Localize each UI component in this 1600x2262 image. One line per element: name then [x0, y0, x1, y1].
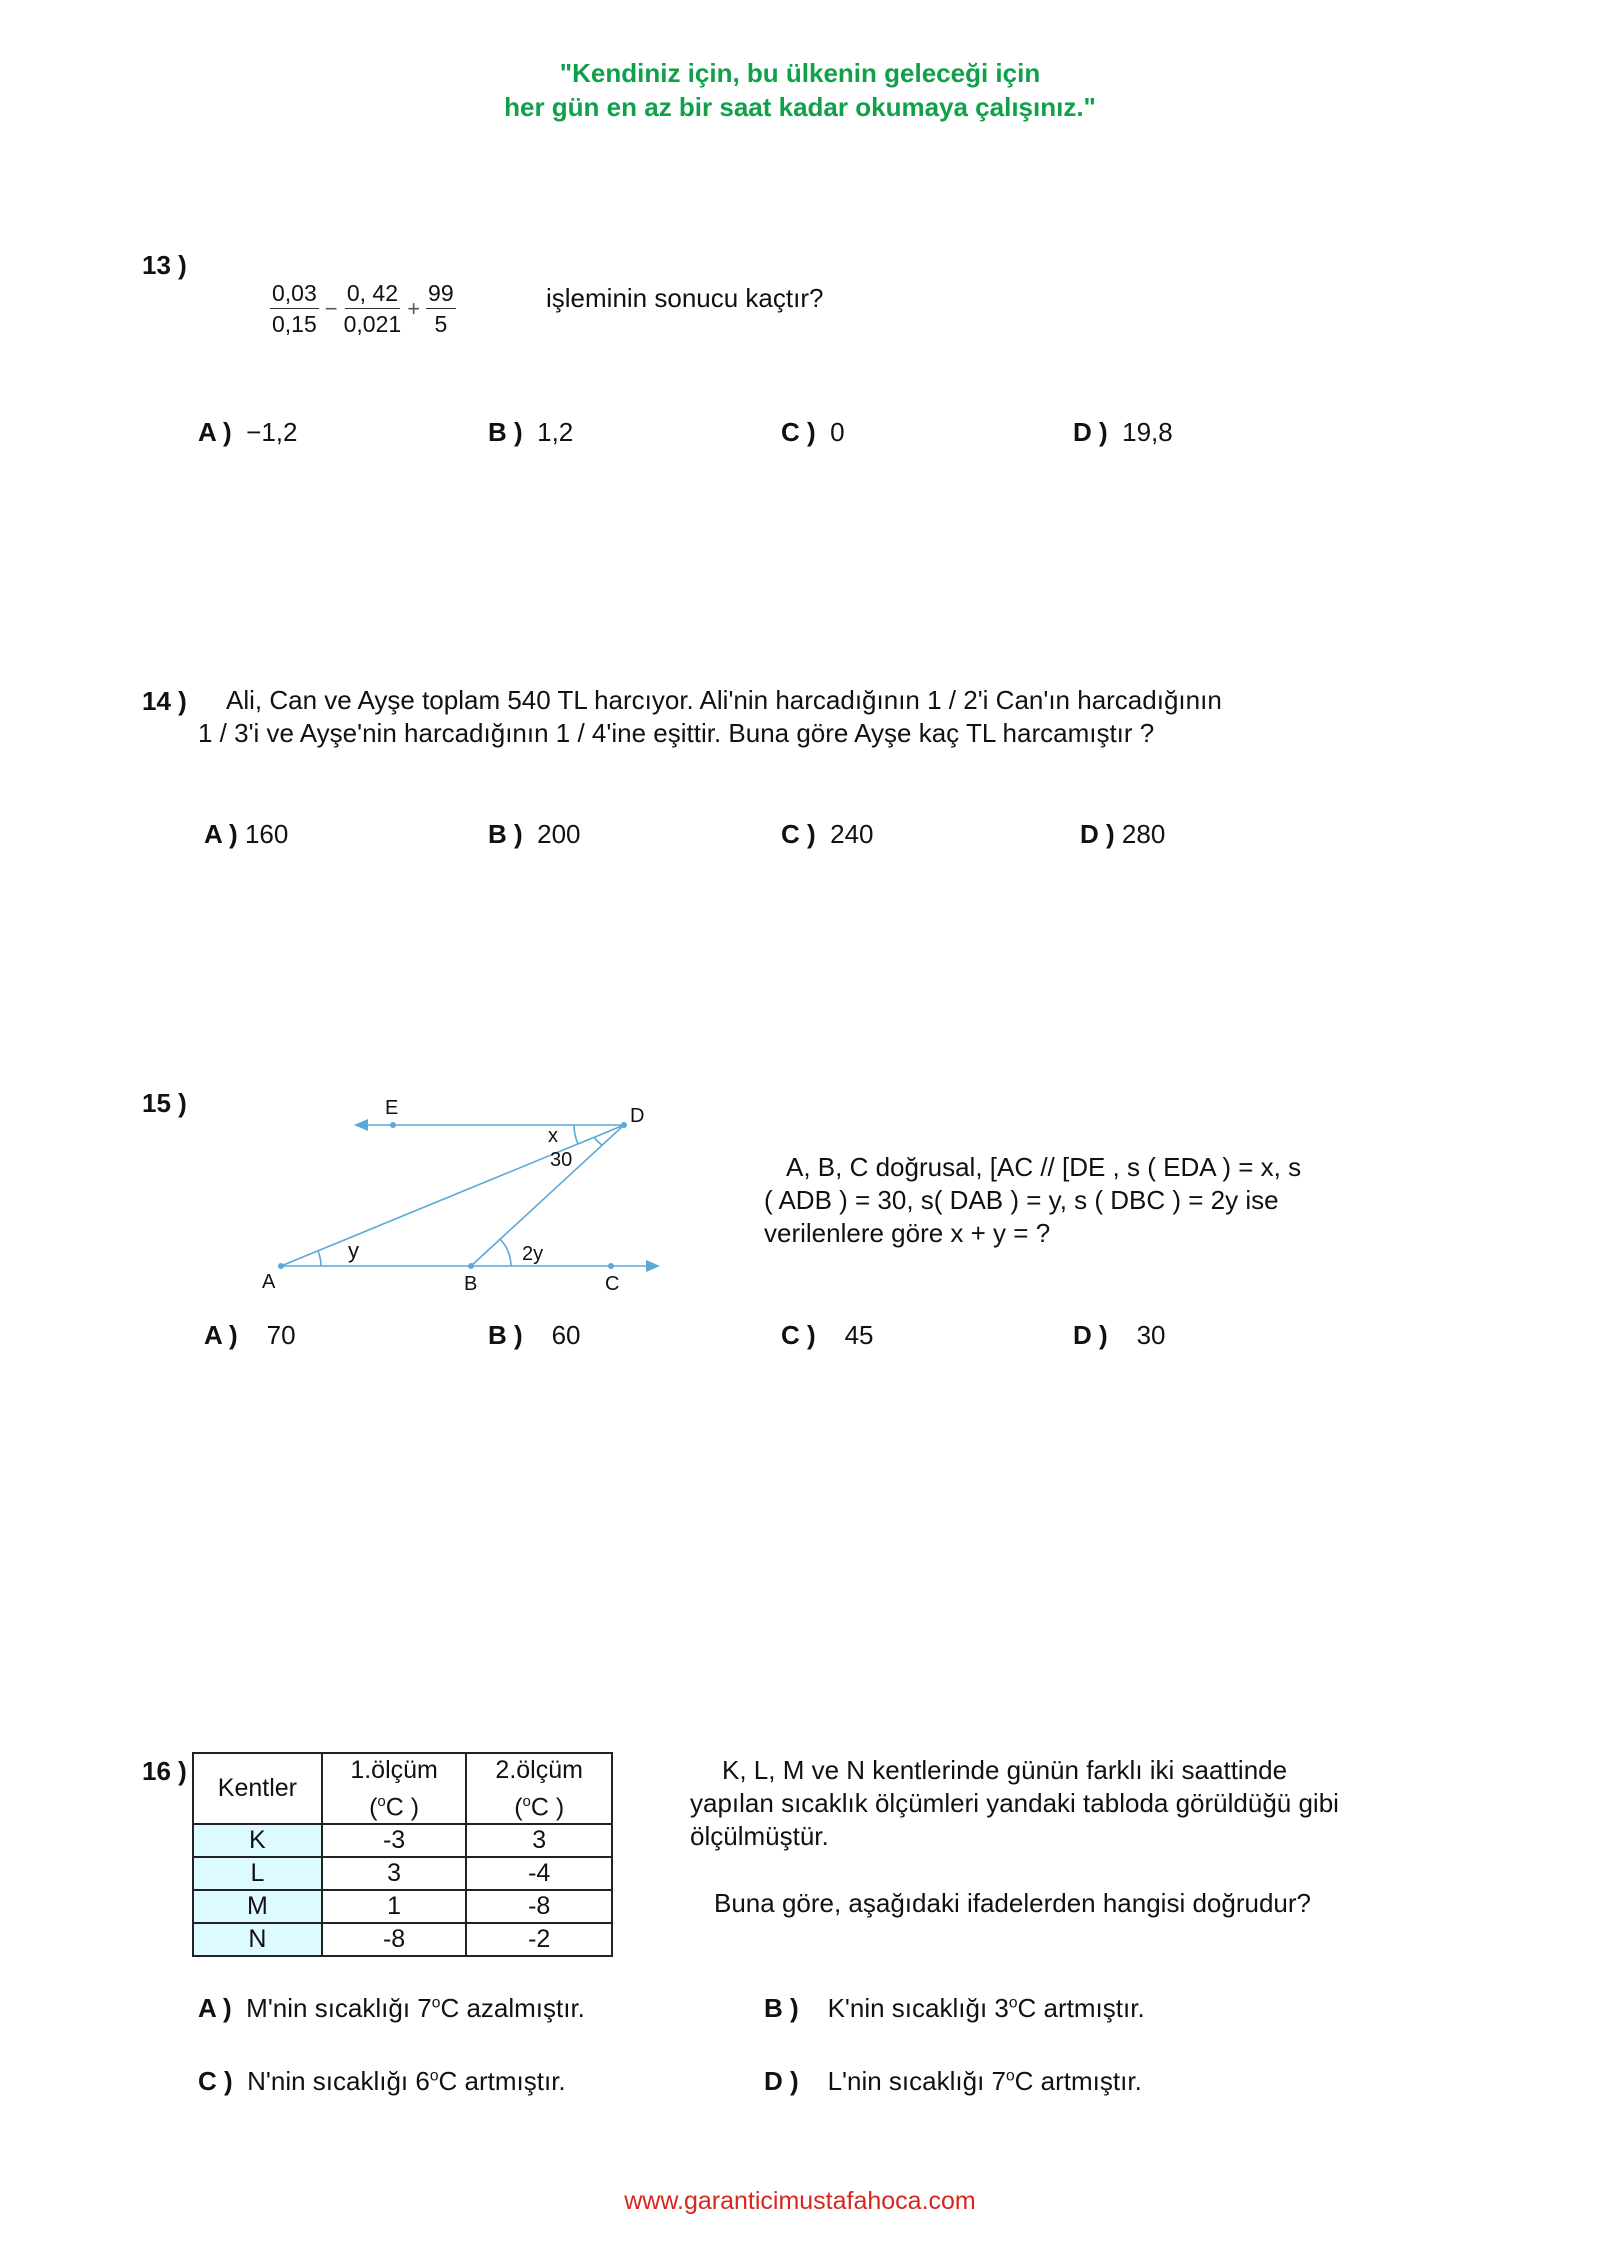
question-16-question: Buna göre, aşağıdaki ifadelerden hangisi doğrudur? — [714, 1888, 1311, 1918]
option-text: L'nin sıcaklığı 7 — [827, 2066, 1006, 2096]
degree-sup: o — [522, 1793, 531, 1810]
option-text-end: C artmıştır. — [438, 2066, 566, 2096]
option-text: N'nin sıcaklığı 6 — [247, 2066, 430, 2096]
question-14-option-d[interactable] — [1080, 819, 1165, 850]
table-cell-city: M — [193, 1890, 322, 1923]
angle-arc-y — [318, 1251, 321, 1266]
table-cell-m2: -2 — [466, 1923, 612, 1956]
label-y: y — [348, 1238, 359, 1263]
option-label: D ) — [1080, 819, 1115, 849]
option-value: 280 — [1121, 819, 1166, 849]
table-cell-m2: 3 — [466, 1824, 612, 1857]
question-16-option-b[interactable] — [764, 1993, 1145, 2024]
option-label: B ) — [488, 819, 523, 849]
option-label: C ) — [781, 417, 816, 447]
fraction-3 — [426, 278, 456, 339]
arrow-left-icon — [354, 1119, 368, 1131]
table-cell-m1: -3 — [322, 1824, 467, 1857]
point-d — [621, 1122, 627, 1128]
header-quote-line2: her gün en az bir saat kadar okumaya çalışınız." — [504, 92, 1096, 122]
table-cell-city: L — [193, 1857, 322, 1890]
question-13-option-a[interactable] — [198, 417, 297, 448]
angle-arc-30 — [594, 1137, 602, 1145]
fraction-3-numerator: 99 — [426, 278, 456, 309]
point-e — [390, 1122, 396, 1128]
table-header-kentler: Kentler — [193, 1753, 322, 1824]
header-olcum2-paren: ( — [514, 1793, 523, 1822]
point-b — [468, 1263, 474, 1269]
option-value: 160 — [244, 819, 289, 849]
header-olcum1-paren: ( — [369, 1793, 378, 1822]
option-label: A ) — [204, 1320, 238, 1350]
question-14-number: 14 ) — [142, 686, 187, 716]
question-15-line2: ( ADB ) = 30, s( DAB ) = y, s ( DBC ) = 2y ise — [764, 1185, 1279, 1215]
option-label: C ) — [781, 1320, 816, 1350]
table-cell-city: N — [193, 1923, 322, 1956]
question-16-option-d[interactable] — [764, 2066, 1142, 2097]
header-quote — [0, 56, 1600, 124]
option-text-end: C azalmıştır. — [440, 1993, 585, 2023]
table-cell-city: K — [193, 1824, 322, 1857]
question-16-option-a[interactable] — [198, 1993, 585, 2024]
option-label: C ) — [198, 2066, 233, 2096]
question-13-option-b[interactable] — [488, 417, 573, 448]
question-15-option-a[interactable] — [204, 1320, 296, 1351]
table-header-olcum1 — [322, 1753, 467, 1824]
option-value: 45 — [844, 1320, 874, 1350]
fraction-3-denominator: 5 — [434, 311, 448, 337]
fraction-1-numerator: 0,03 — [270, 278, 319, 309]
label-30: 30 — [550, 1149, 573, 1171]
option-value: 19,8 — [1122, 417, 1173, 447]
option-label: A ) — [198, 417, 232, 447]
option-label: A ) — [198, 1993, 232, 2023]
question-16-line1: K, L, M ve N kentlerinde günün farklı iki saattinde — [722, 1755, 1288, 1785]
degree-sup: o — [429, 2067, 439, 2085]
label-d: D — [630, 1105, 645, 1127]
label-2y: 2y — [522, 1243, 544, 1265]
label-x: x — [548, 1125, 558, 1147]
header-olcum2-title: 2.ölçüm — [495, 1756, 583, 1784]
option-text-end: C artmıştır. — [1017, 1993, 1145, 2023]
angle-arc-x — [574, 1125, 578, 1144]
question-14-option-b[interactable] — [488, 819, 581, 850]
degree-sup: o — [377, 1793, 386, 1810]
question-15-number: 15 ) — [142, 1088, 187, 1118]
geometry-figure — [240, 1090, 680, 1300]
option-label: C ) — [781, 819, 816, 849]
question-16-option-c[interactable] — [198, 2066, 566, 2097]
label-b: B — [464, 1273, 478, 1295]
fraction-2-numerator: 0, 42 — [345, 278, 400, 309]
option-value: 60 — [551, 1320, 581, 1350]
plus-operator: + — [407, 295, 421, 321]
question-13-expression — [270, 278, 456, 339]
option-label: D ) — [764, 2066, 799, 2096]
table-cell-m1: 3 — [322, 1857, 467, 1890]
minus-operator: − — [324, 295, 338, 321]
table-row — [193, 1824, 612, 1857]
question-15-option-c[interactable] — [781, 1320, 874, 1351]
question-13-option-c[interactable] — [781, 417, 845, 448]
fraction-2-denominator: 0,021 — [343, 311, 402, 337]
question-16-line3: ölçülmüştür. — [690, 1821, 829, 1851]
question-14-option-c[interactable] — [781, 819, 874, 850]
option-value: 1,2 — [537, 417, 574, 447]
option-label: D ) — [1073, 1320, 1108, 1350]
label-c: C — [605, 1273, 620, 1295]
table-cell-m1: 1 — [322, 1890, 467, 1923]
table-row — [193, 1890, 612, 1923]
question-14-line2: 1 / 3'i ve Ayşe'nin harcadığının 1 / 4'ine eşittir. Buna göre Ayşe kaç TL harcamıştır ? — [198, 718, 1155, 748]
footer-url[interactable]: www.garanticimustafahoca.com — [624, 2187, 976, 2215]
question-14-option-a[interactable] — [204, 819, 288, 850]
label-a: A — [262, 1271, 276, 1293]
question-15-line1: A, B, C doğrusal, [AC // [DE , s ( EDA ) = x, s — [786, 1152, 1302, 1182]
option-text: M'nin sıcaklığı 7 — [246, 1993, 432, 2023]
table-cell-m2: -4 — [466, 1857, 612, 1890]
fraction-1-denominator: 0,15 — [272, 311, 317, 337]
question-14-line1: Ali, Can ve Ayşe toplam 540 TL harcıyor. Ali'nin harcadığının 1 / 2'i Can'ın harcadığının — [226, 685, 1222, 715]
label-e: E — [385, 1097, 399, 1119]
table-row — [193, 1923, 612, 1956]
question-16-line2: yapılan sıcaklık ölçümleri yandaki tabloda görüldüğü gibi — [690, 1788, 1339, 1818]
option-value: 200 — [537, 819, 581, 849]
option-value: −1,2 — [246, 417, 298, 447]
option-label: D ) — [1073, 417, 1108, 447]
option-label: A ) — [204, 819, 238, 849]
degree-sup: o — [1008, 1994, 1018, 2012]
point-a — [278, 1263, 284, 1269]
question-15-option-d[interactable] — [1073, 1320, 1166, 1351]
table-cell-m2: -8 — [466, 1890, 612, 1923]
arrow-right-icon — [646, 1260, 660, 1272]
question-15-option-b[interactable] — [488, 1320, 581, 1351]
option-label: B ) — [764, 1993, 799, 2023]
fraction-2 — [344, 278, 402, 339]
header-olcum2-unit: C ) — [530, 1793, 565, 1822]
option-text: K'nin sıcaklığı 3 — [827, 1993, 1009, 2023]
option-value: 70 — [266, 1320, 296, 1350]
option-label: B ) — [488, 1320, 523, 1350]
degree-sup: o — [431, 1994, 441, 2012]
header-olcum1-unit: C ) — [385, 1793, 420, 1822]
question-13-text: işleminin sonucu kaçtır? — [546, 283, 824, 313]
point-c — [608, 1263, 614, 1269]
segment-ad — [281, 1125, 624, 1266]
option-value: 240 — [830, 819, 874, 849]
fraction-1 — [270, 278, 319, 339]
question-16-number: 16 ) — [142, 1756, 187, 1786]
table-cell-m1: -8 — [322, 1923, 467, 1956]
table-row — [193, 1857, 612, 1890]
question-13-number: 13 ) — [142, 250, 187, 280]
temperature-table — [192, 1752, 613, 1957]
option-value: 0 — [830, 417, 845, 447]
option-text-end: C artmıştır. — [1014, 2066, 1142, 2096]
header-olcum1-title: 1.ölçüm — [350, 1756, 438, 1784]
question-15-line3: verilenlere göre x + y = ? — [764, 1218, 1051, 1248]
option-label: B ) — [488, 417, 523, 447]
option-value: 30 — [1136, 1320, 1166, 1350]
header-quote-line1: "Kendiniz için, bu ülkenin geleceği için — [559, 58, 1041, 88]
table-header-olcum2 — [466, 1753, 612, 1824]
question-13-option-d[interactable] — [1073, 417, 1173, 448]
degree-sup: o — [1005, 2067, 1015, 2085]
angle-arc-2y — [500, 1239, 511, 1266]
